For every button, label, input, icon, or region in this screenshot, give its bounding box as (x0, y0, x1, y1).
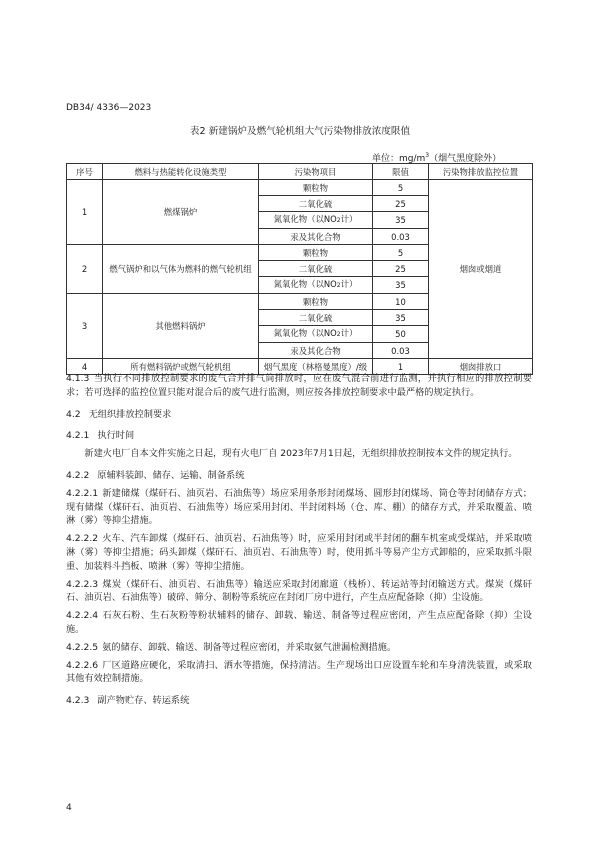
section-title: 副产物贮存、转运系统 (97, 695, 190, 707)
clause-text: 厂区道路应硬化，采取清扫、洒水等措施，保持清洁。生产现场出口应设置车轮和车身清洗装置，或采取其他有效控制措施。 (66, 659, 532, 685)
pollutant-text: 氮氧化物（以NO (273, 279, 337, 289)
header-pollutant: 污染物项目 (259, 164, 373, 180)
monitor-cell: 烟囱或烟道 (429, 180, 533, 359)
clause-4-2-2-1 (66, 487, 532, 528)
pollutant-cell (259, 277, 373, 294)
section-4-2-heading (66, 408, 532, 422)
limit-cell: 35 (373, 310, 429, 326)
pollutant-cell: 二氧化硫 (259, 261, 373, 277)
pollutant-tail: 计） (340, 328, 358, 338)
limit-cell: 10 (373, 294, 429, 310)
pollutant-cell: 汞及其化合物 (259, 229, 373, 245)
pollutant-cell: 二氧化硫 (259, 196, 373, 212)
page-number: 4 (66, 803, 72, 813)
clause-text: 氨的储存、卸载、输送、制备等过程应密闭，并采取氨气泄漏检测措施。 (102, 641, 397, 653)
table-title: 表2 新建锅炉及燃气轮机组大气污染物排放浓度限值 (189, 126, 411, 137)
seq-cell: 1 (67, 180, 103, 245)
section-4-2-3-heading (66, 694, 532, 708)
header-monitor: 污染物排放监控位置 (429, 164, 533, 180)
limit-cell: 35 (373, 212, 429, 229)
limit-cell: 35 (373, 277, 429, 294)
limit-cell: 1 (373, 359, 429, 375)
pollutant-cell (259, 326, 373, 343)
type-cell: 燃煤锅炉 (103, 180, 259, 245)
clause-4-2-2-3 (66, 578, 532, 606)
table-row (67, 180, 533, 196)
clause-text: 煤炭（煤矸石、油页岩、石油焦等）输送应采取封闭廊道（栈桥）、转运站等封闭输送方式。煤炭（煤矸石、油页岩、石油焦等）破碎、筛分、制粉等系统应在封闭厂房中进行，产生点应配备除（抑）尘设施。 (66, 578, 532, 604)
header-limit: 限值 (373, 164, 429, 180)
table-header-row (67, 164, 533, 180)
clause-4-2-2-4 (66, 609, 532, 637)
pollutant-text: 氮氧化物（以NO (273, 328, 337, 338)
clause-4-2-2-2 (66, 532, 532, 573)
limit-cell: 0.03 (373, 343, 429, 359)
section-4-2-2-heading (66, 469, 532, 483)
clause-number: 4.2.2.5 (66, 641, 99, 653)
pollutant-cell: 烟气黑度（林格曼黑度）/级 (259, 359, 373, 375)
limit-cell: 0.03 (373, 229, 429, 245)
limit-cell: 25 (373, 196, 429, 212)
pollutant-cell (259, 212, 373, 229)
header-type: 燃料与热能转化设施类型 (103, 164, 259, 180)
clause-4-2-1-text: 新建火电厂自本文件实施之日起，现有火电厂自 2023年7月1日起，无组织排放控制按本文件的规定执行。 (84, 448, 518, 460)
pollutant-cell: 颗粒物 (259, 180, 373, 196)
unit-superscript: 3 (425, 152, 430, 159)
pollutant-tail: 计） (340, 279, 358, 289)
section-title: 原辅料装卸、储存、运输、制备系统 (97, 469, 245, 481)
limit-cell: 25 (373, 261, 429, 277)
body-content (66, 372, 532, 712)
clause-number: 4.2.2.2 (66, 533, 99, 545)
section-number: 4.2.3 (66, 695, 90, 707)
limit-cell: 5 (373, 245, 429, 261)
clause-text: 新建储煤（煤矸石、油页岩、石油焦等）场应采用条形封闭煤场、圆形封闭煤场、筒仓等封闭储存方式；现有储煤（煤矸石、油页岩、石油焦等）场应采用封闭、半封闭料场（仓、库、棚）的储存方式，并采取覆盖、喷淋（雾）等抑尘措施。 (66, 487, 532, 527)
emission-limits-table (66, 163, 533, 375)
pollutant-cell: 颗粒物 (259, 245, 373, 261)
section-number: 4.2.1 (66, 430, 90, 442)
pollutant-text: 氮氧化物（以NO (273, 214, 337, 224)
section-number: 4.2 (66, 408, 81, 420)
clause-4-1-3 (66, 372, 532, 400)
pollutant-cell: 颗粒物 (259, 294, 373, 310)
pollutant-tail: 计） (340, 214, 358, 224)
pollutant-subscript: 2 (336, 331, 341, 338)
section-title: 执行时间 (97, 430, 135, 442)
seq-cell: 2 (67, 245, 103, 294)
clause-4-2-2-5 (66, 641, 532, 655)
clause-number: 4.2.2.3 (66, 578, 99, 590)
limit-cell: 5 (373, 180, 429, 196)
section-title: 无组织排放控制要求 (88, 408, 172, 420)
unit-prefix: 单位：mg/m (372, 154, 426, 164)
monitor-cell: 烟囱排放口 (429, 359, 533, 375)
unit-suffix: （烟气黑度除外） (429, 154, 502, 164)
section-4-2-1-heading (66, 429, 532, 443)
pollutant-subscript: 2 (336, 217, 341, 224)
pollutant-cell: 二氧化硫 (259, 310, 373, 326)
clause-number: 4.1.3 (66, 373, 90, 384)
pollutant-cell: 汞及其化合物 (259, 343, 373, 359)
section-number: 4.2.2 (66, 469, 90, 481)
clause-number: 4.2.2.6 (66, 659, 99, 671)
clause-text: 当执行不同排放控制要求的废气合并排气筒排放时，应在废气混合前进行监测，并执行相应的排放控制要求；若可选择的监控位置只能对混合后的废气进行监测，则应按各排放控制要求中最严格的规定执行。 (66, 373, 532, 398)
clause-number: 4.2.2.4 (66, 610, 99, 622)
limit-cell: 50 (373, 326, 429, 343)
pollutant-subscript: 2 (336, 282, 341, 289)
type-cell: 其他燃料锅炉 (103, 294, 259, 359)
clause-text: 石灰石粉、生石灰粉等粉状辅料的储存、卸载、输送、制备等过程应密闭，产生点应配备除（抑）尘设施。 (66, 610, 532, 635)
clause-text: 火车、汽车卸煤（煤矸石、油页岩、石油焦等）时，应采用封闭或半封闭的翻车机室或受煤站，并采取喷淋（雾）等抑尘措施；码头卸煤（煤矸石、油页岩、石油焦等）时，使用抓斗等易产尘方式卸船的，应采取抓斗限重、加装料斗挡板、喷淋（雾）等抑尘措施。 (66, 533, 532, 572)
clause-number: 4.2.2.1 (66, 487, 99, 499)
seq-cell: 3 (67, 294, 103, 359)
type-cell: 所有燃料锅炉或燃气轮机组 (103, 359, 259, 375)
document-code: DB34/ 4336—2023 (66, 103, 152, 113)
header-seq: 序号 (67, 164, 103, 180)
seq-cell: 4 (67, 359, 103, 375)
clause-4-2-2-6 (66, 659, 532, 687)
type-cell: 燃气锅炉和以气体为燃料的燃气轮机组 (103, 245, 259, 294)
